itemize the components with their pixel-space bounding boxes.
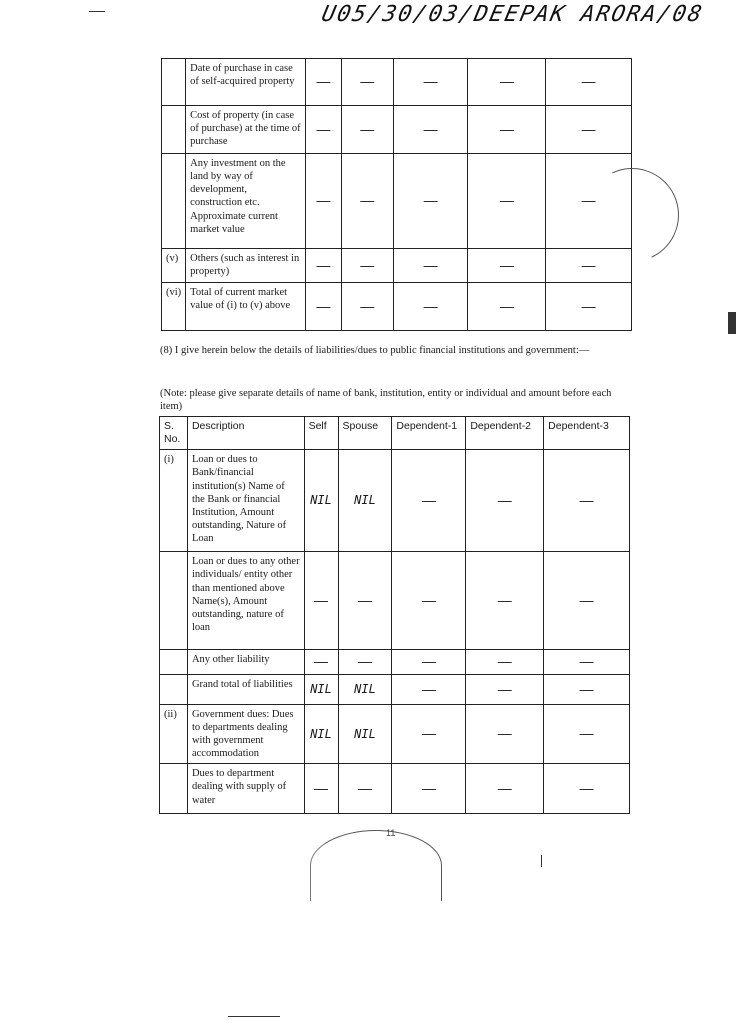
table-row <box>160 674 630 704</box>
row-label: Dues to department dealing with supply of water <box>187 764 304 814</box>
liabilities-table <box>159 416 630 814</box>
cell-dependent-3: — <box>546 249 632 283</box>
scan-mark <box>541 855 542 867</box>
cell-self: — <box>305 249 341 283</box>
table-row <box>160 704 630 764</box>
cell-spouse: NIL <box>338 674 392 704</box>
cell-dependent-2: — <box>466 650 544 675</box>
cell-self: NIL <box>304 450 338 552</box>
row-number <box>162 106 186 154</box>
row-number <box>160 674 188 704</box>
row-number <box>160 764 188 814</box>
cell-spouse: — <box>338 764 392 814</box>
cell-dependent-2: — <box>466 674 544 704</box>
cell-dependent-1: — <box>392 674 466 704</box>
header-self: Self <box>304 417 338 450</box>
property-table <box>161 58 632 331</box>
cell-dependent-1: — <box>393 59 468 106</box>
cell-dependent-3: — <box>546 106 632 154</box>
table-row <box>160 450 630 552</box>
cell-dependent-3: — <box>544 552 630 650</box>
scan-mark <box>728 312 736 334</box>
row-number <box>162 154 186 249</box>
row-label: Any other liability <box>187 650 304 675</box>
handwritten-reference: U05/30/03/DEEPAK ARORA/08 <box>319 2 706 27</box>
cell-dependent-2: — <box>468 249 546 283</box>
cell-dependent-1: — <box>392 764 466 814</box>
cell-dependent-3: — <box>544 650 630 675</box>
cell-self: — <box>305 59 341 106</box>
scan-mark <box>228 1016 280 1017</box>
cell-dependent-1: — <box>393 106 468 154</box>
header-spouse: Spouse <box>338 417 392 450</box>
row-number <box>160 552 188 650</box>
cell-spouse: — <box>341 249 393 283</box>
cell-dependent-3: — <box>546 154 632 249</box>
row-number: (ii) <box>160 704 188 764</box>
row-label: Government dues: Dues to departments dealing with government accommodation <box>187 704 304 764</box>
cell-self: — <box>304 764 338 814</box>
cell-spouse: — <box>341 106 393 154</box>
table-row <box>160 764 630 814</box>
cell-self: — <box>305 283 341 331</box>
row-label: Loan or dues to Bank/financial institution(s) Name of the Bank or financial Institution, Amount outstanding, Nature of Loan <box>187 450 304 552</box>
table-row <box>162 283 632 331</box>
cell-dependent-2: — <box>468 106 546 154</box>
table-row <box>160 650 630 675</box>
cell-dependent-3: — <box>546 59 632 106</box>
row-number: (i) <box>160 450 188 552</box>
cell-dependent-1: — <box>392 704 466 764</box>
liabilities-intro: (8) I give herein below the details of liabilities/dues to public financial institutions and government:— <box>160 345 590 356</box>
table-row <box>162 59 632 106</box>
cell-self: — <box>304 650 338 675</box>
cell-self: NIL <box>304 674 338 704</box>
cell-dependent-3: — <box>544 704 630 764</box>
cell-dependent-2: — <box>466 764 544 814</box>
scan-mark <box>89 11 105 12</box>
table-header-row <box>160 417 630 450</box>
cell-spouse: — <box>338 552 392 650</box>
cell-dependent-2: — <box>468 154 546 249</box>
cell-dependent-1: — <box>392 450 466 552</box>
header-dependent-1: Dependent-1 <box>392 417 466 450</box>
row-label: Any investment on the land by way of development, construction etc. Approximate current market value <box>186 154 306 249</box>
official-stamp-bottom <box>310 830 442 901</box>
cell-dependent-1: — <box>393 249 468 283</box>
cell-dependent-2: — <box>466 450 544 552</box>
cell-spouse: — <box>341 59 393 106</box>
cell-dependent-3: — <box>544 674 630 704</box>
cell-dependent-1: — <box>392 552 466 650</box>
row-number <box>162 59 186 106</box>
cell-self: — <box>305 154 341 249</box>
cell-self: — <box>304 552 338 650</box>
cell-spouse: — <box>338 650 392 675</box>
table-row <box>162 154 632 249</box>
row-label: Others (such as interest in property) <box>186 249 306 283</box>
row-label: Loan or dues to any other individuals/ entity other than mentioned above Name(s), Amount outstanding, nature of loan <box>187 552 304 650</box>
table-row <box>162 249 632 283</box>
cell-dependent-2: — <box>468 59 546 106</box>
header-sno: S. No. <box>160 417 188 450</box>
row-label: Total of current market value of (i) to (v) above <box>186 283 306 331</box>
cell-dependent-1: — <box>393 154 468 249</box>
row-number <box>160 650 188 675</box>
liabilities-note: (Note: please give separate details of name of bank, institution, entity or individual and amount before each item) <box>160 388 612 413</box>
cell-dependent-3: — <box>544 764 630 814</box>
table-row <box>160 552 630 650</box>
cell-spouse: NIL <box>338 704 392 764</box>
cell-dependent-3: — <box>544 450 630 552</box>
row-number: (vi) <box>162 283 186 331</box>
row-label: Grand total of liabilities <box>187 674 304 704</box>
cell-dependent-2: — <box>468 283 546 331</box>
row-number: (v) <box>162 249 186 283</box>
row-label: Date of purchase in case of self-acquired property <box>186 59 306 106</box>
cell-self: — <box>305 106 341 154</box>
cell-spouse: — <box>341 154 393 249</box>
cell-spouse: NIL <box>338 450 392 552</box>
header-description: Description <box>187 417 304 450</box>
cell-dependent-1: — <box>392 650 466 675</box>
row-label: Cost of property (in case of purchase) at the time of purchase <box>186 106 306 154</box>
page-number: 11 <box>386 828 396 838</box>
cell-dependent-3: — <box>546 283 632 331</box>
table-row <box>162 106 632 154</box>
header-dependent-2: Dependent-2 <box>466 417 544 450</box>
cell-self: NIL <box>304 704 338 764</box>
cell-dependent-1: — <box>393 283 468 331</box>
cell-spouse: — <box>341 283 393 331</box>
cell-dependent-2: — <box>466 552 544 650</box>
cell-dependent-2: — <box>466 704 544 764</box>
header-dependent-3: Dependent-3 <box>544 417 630 450</box>
